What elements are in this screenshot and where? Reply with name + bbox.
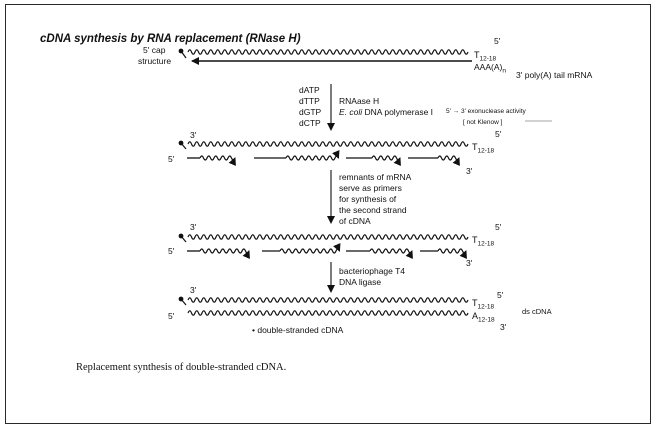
reagent-dttp: dTTP [299,96,320,106]
stage2-fragments [187,156,459,160]
stage3-hook [181,236,186,242]
stage2-hook [181,143,186,149]
stage3-five-prime-left: 5' [168,246,175,256]
stage2-three-prime-right: 3' [466,166,473,176]
stage4-first-strand-wave [188,298,468,302]
stage2-five-prime-left: 5' [168,154,175,164]
stage3-t-label: $T_{12-18}$ [472,235,495,248]
dna-fragment-wave [438,156,459,160]
dna-fragment-wave [286,156,339,160]
top-primer-label: $T_{12-18}$ [474,50,497,63]
step2-line-3: for synthesis of [339,194,397,204]
stage3-five-prime-right: 5' [495,222,502,232]
reagent-datp: dATP [299,85,320,95]
stage3-fragments [187,249,466,253]
not-klenow-note: [ not Klenow ] [463,119,503,126]
figure-caption: Replacement synthesis of double-stranded cDNA. [76,362,287,373]
stage2-first-strand-wave [188,142,468,146]
dna-fragment-wave [200,249,249,253]
diagram-title: cDNA synthesis by RNA replacement (RNase H) [40,33,301,45]
polya-tail-label: 3' poly(A) tail mRNA [516,70,593,80]
stage4-five-prime-left: 5' [168,311,175,321]
step3-line-1: bacteriophage T4 [339,266,406,276]
cap-stem [181,51,186,58]
step2-line-4: the second strand [339,205,407,215]
structure-label: structure [138,56,172,66]
cdna-first-strand-wave [188,50,468,54]
first-strand-wave [188,298,468,302]
enzyme-rnase-h: RNAase H [339,96,380,106]
step3-line-2: DNA ligase [339,277,382,287]
stage2-t-label: $T_{12-18}$ [472,142,495,155]
ds-cdna-label: ds cDNA [522,307,552,316]
stage3-three-prime-right: 3' [466,258,473,268]
stage4-three-prime: 3' [190,285,197,295]
dna-fragment-wave [200,156,235,160]
double-stranded-label: • double-stranded cDNA [252,325,344,335]
dna-fragment-wave [372,156,400,160]
top-five-prime: 5' [494,36,501,46]
reagent-dctp: dCTP [299,118,321,128]
first-strand-wave [188,50,468,54]
stage3-three-prime: 3' [190,222,197,232]
second-strand-wave [188,311,468,315]
first-strand-wave [188,235,468,239]
stage4-a-label: $A_{12-18}$ [472,311,495,324]
step2-line-1: remnants of mRNA [339,172,412,182]
polya-label: $AAA(A)_n$ [474,62,506,75]
stage4-hook [181,299,186,305]
stage4-t-label: $T_{12-18}$ [472,298,495,311]
reagent-dgtp: dGTP [299,107,322,117]
step2-line-5: of cDNA [339,216,371,226]
stage3-first-strand-wave [188,235,468,239]
dna-fragment-wave [370,249,412,253]
step2-line-2: serve as primers [339,183,402,193]
enzyme-dna-pol-i: E. coli DNA polymerase I [339,107,434,117]
dna-fragment-wave [280,249,340,253]
stage4-second-strand-wave [188,311,468,315]
stage4-five-prime-right: 5' [497,290,504,300]
first-strand-wave [188,142,468,146]
stage2-three-prime: 3' [190,130,197,140]
cap-label: 5' cap [143,45,166,55]
stage4-three-prime-right: 3' [500,322,507,332]
stage2-five-prime-right: 5' [495,129,502,139]
dna-fragment-wave [438,249,466,253]
exonuclease-note: 5' → 3' exonuclease activity [446,108,526,115]
